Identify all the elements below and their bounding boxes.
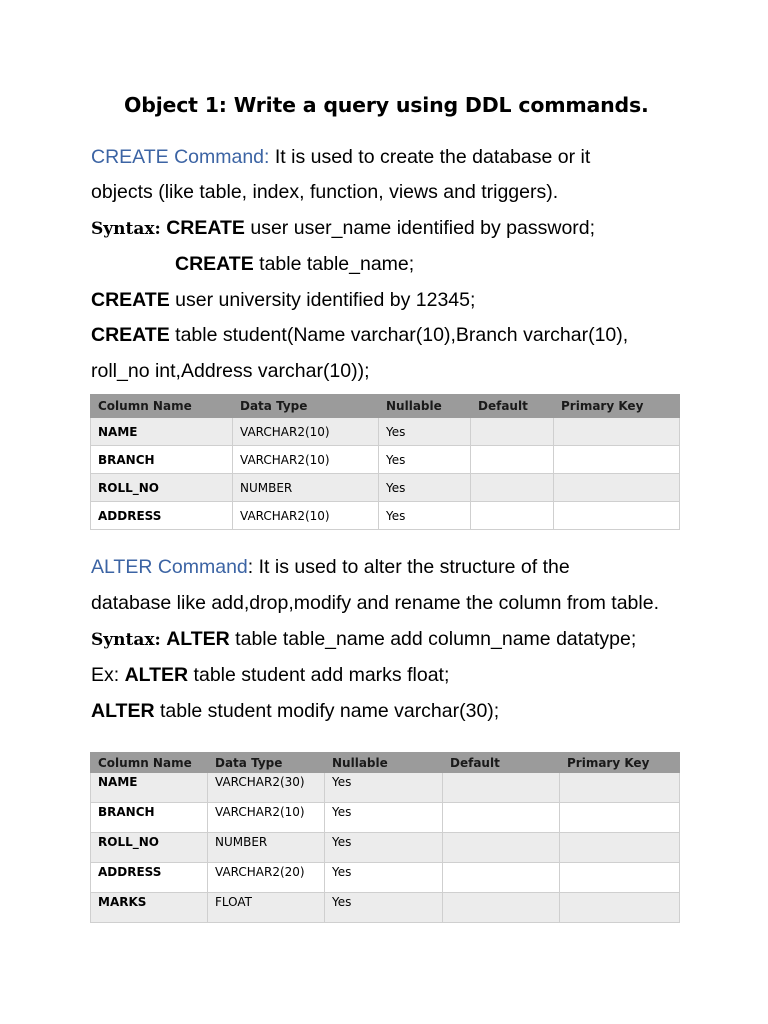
keyword-alter: ALTER <box>166 628 230 650</box>
create-syntax-line-2 <box>175 252 414 276</box>
cell-column-name: BRANCH <box>91 446 233 474</box>
cell-nullable: Yes <box>379 474 471 502</box>
create-desc-line-2: objects (like table, index, function, views and triggers). <box>91 181 559 203</box>
cell-nullable: Yes <box>325 803 443 833</box>
cell-primary-key <box>554 418 680 446</box>
header-nullable: Nullable <box>325 753 443 773</box>
header-nullable: Nullable <box>379 395 471 418</box>
cell-primary-key <box>560 863 680 893</box>
cell-nullable: Yes <box>325 893 443 923</box>
example-text: table student(Name varchar(10),Branch varchar(10), <box>169 324 629 346</box>
table-row <box>91 446 680 474</box>
keyword-create: CREATE <box>91 324 170 346</box>
keyword-create: CREATE <box>175 253 254 275</box>
cell-data-type: VARCHAR2(10) <box>233 446 379 474</box>
cell-primary-key <box>560 893 680 923</box>
create-example-line-3: roll_no int,Address varchar(10)); <box>91 360 370 382</box>
create-desc-text-1: It is used to create the database or it <box>269 146 591 168</box>
syntax-text: user user_name identified by password; <box>244 217 596 239</box>
keyword-alter: ALTER <box>124 664 189 686</box>
cell-column-name: ROLL_NO <box>91 833 208 863</box>
cell-default <box>443 893 560 923</box>
table-row <box>91 803 680 833</box>
cell-default <box>471 446 554 474</box>
header-data-type: Data Type <box>208 753 325 773</box>
header-primary-key: Primary Key <box>560 753 680 773</box>
example-text: table student modify name varchar(30); <box>154 700 500 722</box>
cell-nullable: Yes <box>325 863 443 893</box>
keyword-create: CREATE <box>91 289 170 311</box>
cell-nullable: Yes <box>325 833 443 863</box>
syntax-label: Syntax: <box>91 630 161 650</box>
table-row <box>91 474 680 502</box>
cell-default <box>471 502 554 530</box>
cell-primary-key <box>560 833 680 863</box>
header-primary-key: Primary Key <box>554 395 680 418</box>
header-default: Default <box>471 395 554 418</box>
table-header-row <box>91 395 680 418</box>
cell-column-name: MARKS <box>91 893 208 923</box>
table-row <box>91 893 680 923</box>
cell-nullable: Yes <box>379 418 471 446</box>
syntax-text: table table_name; <box>253 253 415 275</box>
cell-nullable: Yes <box>325 773 443 803</box>
alter-syntax-line <box>91 627 636 652</box>
keyword-alter: ALTER <box>91 700 155 722</box>
cell-default <box>443 773 560 803</box>
create-example-line-1 <box>91 288 475 312</box>
cell-data-type: NUMBER <box>208 833 325 863</box>
cell-primary-key <box>560 773 680 803</box>
create-example-line-2 <box>91 323 628 347</box>
header-column-name: Column Name <box>91 395 233 418</box>
cell-default <box>471 474 554 502</box>
page-title: Object 1: Write a query using DDL commands. <box>124 93 649 117</box>
cell-nullable: Yes <box>379 446 471 474</box>
table-row <box>91 502 680 530</box>
cell-column-name: NAME <box>91 773 208 803</box>
alter-result-table <box>90 752 680 923</box>
table-row <box>91 833 680 863</box>
example-text: user university identified by 12345; <box>169 289 476 311</box>
cell-column-name: ROLL_NO <box>91 474 233 502</box>
cell-primary-key <box>554 446 680 474</box>
cell-column-name: NAME <box>91 418 233 446</box>
alter-desc-line-2: database like add,drop,modify and rename the column from table. <box>91 592 659 614</box>
cell-data-type: VARCHAR2(10) <box>233 418 379 446</box>
keyword-create: CREATE <box>166 217 245 239</box>
create-desc-line-1 <box>91 145 590 169</box>
syntax-label: Syntax: <box>91 219 161 239</box>
cell-default <box>443 803 560 833</box>
table-header-row <box>91 753 680 773</box>
cell-column-name: ADDRESS <box>91 502 233 530</box>
cell-nullable: Yes <box>379 502 471 530</box>
example-prefix: Ex: <box>91 664 125 686</box>
table-row <box>91 863 680 893</box>
cell-primary-key <box>554 502 680 530</box>
header-data-type: Data Type <box>233 395 379 418</box>
table-row <box>91 418 680 446</box>
cell-data-type: FLOAT <box>208 893 325 923</box>
cell-primary-key <box>554 474 680 502</box>
cell-default <box>443 833 560 863</box>
alter-example-line-2 <box>91 699 499 723</box>
cell-column-name: ADDRESS <box>91 863 208 893</box>
cell-data-type: VARCHAR2(30) <box>208 773 325 803</box>
alter-desc-text-1: : It is used to alter the structure of the <box>247 556 570 578</box>
cell-primary-key <box>560 803 680 833</box>
create-command-heading: CREATE Command: <box>91 146 270 168</box>
cell-default <box>443 863 560 893</box>
create-result-table <box>90 394 680 530</box>
create-syntax-line-1 <box>91 216 595 241</box>
cell-default <box>471 418 554 446</box>
cell-data-type: NUMBER <box>233 474 379 502</box>
cell-data-type: VARCHAR2(10) <box>208 803 325 833</box>
header-default: Default <box>443 753 560 773</box>
alter-desc-line-1 <box>91 555 570 579</box>
cell-data-type: VARCHAR2(20) <box>208 863 325 893</box>
alter-command-heading: ALTER Command <box>91 556 248 578</box>
example-text: table student add marks float; <box>188 664 450 686</box>
alter-example-line-1 <box>91 663 449 687</box>
cell-column-name: BRANCH <box>91 803 208 833</box>
cell-data-type: VARCHAR2(10) <box>233 502 379 530</box>
header-column-name: Column Name <box>91 753 208 773</box>
table-row <box>91 773 680 803</box>
syntax-text: table table_name add column_name datatype; <box>229 628 637 650</box>
